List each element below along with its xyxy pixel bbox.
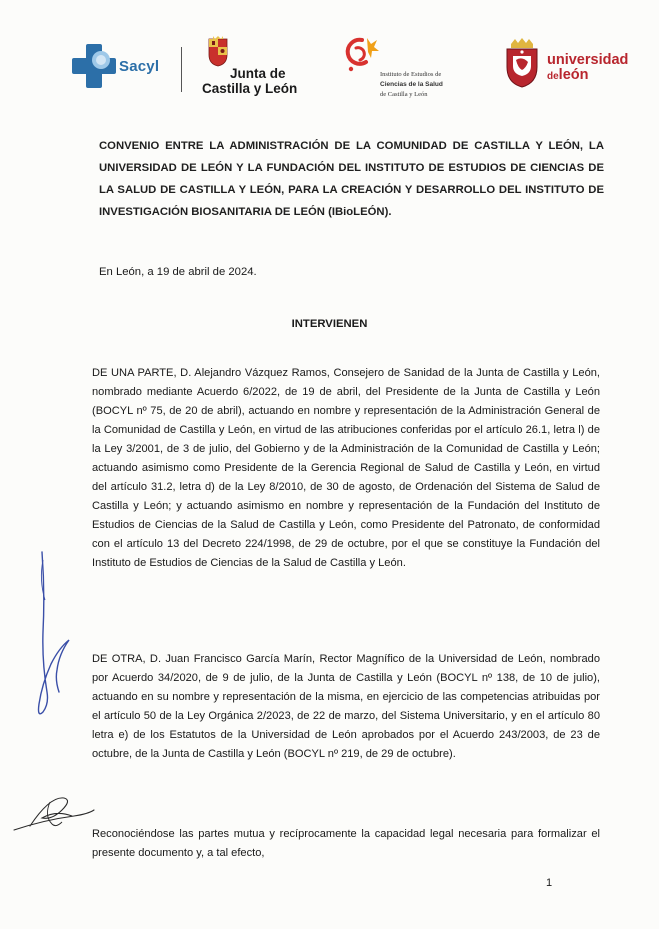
ieccs-line-1: Instituto de Estudios de — [380, 71, 442, 78]
paragraph-otra-parte: DE OTRA, D. Juan Francisco García Marín, Rector Magnífico de la Universidad de León, nombrado por Acuerdo 34/2020, de 9 de julio, de la Junta de Castilla y León (BOCYL nº 138, de 10 de julio), actuando en su nombre y representación de la misma, en ejercicio de las competencias atribuidas por el artículo 50 de la Ley Orgánica 2/2023, de 22 de marzo, del Sistema Universitario, y en el artículo 80 letra e) de los Estatutos de la Universidad de León aprobados por el Acuerdo 243/2003, de 23 de octubre, de la Junta de Castilla y León (BOCYL nº 219, de 29 de octubre). — [92, 653, 600, 760]
signature-left-margin — [20, 550, 80, 730]
unileon-crest-icon — [503, 38, 541, 92]
unileon-leon: león — [558, 67, 589, 83]
section-heading: INTERVIENEN — [291, 318, 368, 330]
logo-divider — [181, 47, 182, 92]
junta-crest-icon — [206, 36, 230, 68]
ieccs-line-2: Ciencias de la Salud — [380, 81, 443, 88]
sacyl-logo — [70, 42, 170, 92]
signature-bottom-left — [10, 782, 100, 842]
page-number: 1 — [546, 877, 553, 889]
ieccs-logo — [340, 34, 470, 104]
document-title: CONVENIO ENTRE LA ADMINISTRACIÓN DE LA COMUNIDAD DE CASTILLA Y LEÓN, LA UNIVERSIDAD DE LEÓN Y LA FUNDACIÓN DEL INSTITUTO DE ESTUDIOS DE CIENCIAS DE LA SALUD DE CASTILLA Y LEÓN, PARA LA CREACIÓN Y DESARROLLO DEL INSTITUTO DE INVESTIGACIÓN BIOSANITARIA DE LEÓN (IBioLEÓN). — [99, 140, 604, 218]
ieccs-swirl-icon — [340, 34, 382, 76]
junta-castilla-leon-logo — [196, 36, 306, 98]
ieccs-line-3: de Castilla y León — [380, 91, 428, 98]
paragraph-reconociendose: Reconociéndose las partes mutua y recíprocamente la capacidad legal necesaria para formalizar el presente documento y, a tal efecto, — [92, 828, 600, 859]
document-date: En León, a 19 de abril de 2024. — [99, 266, 257, 278]
unileon-line-2 — [547, 67, 588, 83]
paragraph-primera-parte: DE UNA PARTE, D. Alejandro Vázquez Ramos, Consejero de Sanidad de la Junta de Castilla y León, nombrado mediante Acuerdo 6/2022, de 19 de abril, del Presidente de la Junta de Castilla y León (BOCYL nº 75, de 20 de abril), actuando en nombre y representación de la Administración General de la Comunidad de Castilla y León, en virtud de las atribuciones conferidas por el artículo 26.1, letra l) de la Ley 3/2001, de 3 de julio, del Gobierno y de la Administración de la Comunidad de Castilla y León; actuando asimismo como Presidente de la Gerencia Regional de Salud de Castilla y León, en virtud del artículo 31.2, letra d) de la Ley 8/2010, de 30 de agosto, de Ordenación del Sistema de Salud de Castilla y León; y actuando asimismo en nombre y representación de la Fundación del Instituto de Estudios de Ciencias de la Salud de Castilla y León, como Presidente del Patronato, de conformidad con el artículo 13 del Decreto 224/1998, de 29 de octubre, por el que se constituye la Fundación del Instituto de Estudios de Ciencias de la Salud de Castilla y León. — [92, 367, 600, 569]
junta-line-1: Junta de — [230, 66, 286, 81]
universidad-leon-logo — [503, 38, 638, 98]
sacyl-wordmark: Sacyl — [119, 58, 160, 75]
sacyl-cross-icon — [70, 42, 118, 90]
junta-line-2: Castilla y León — [202, 81, 298, 96]
unileon-de: de — [547, 71, 559, 82]
unileon-line-1: universidad — [547, 52, 629, 68]
header-logos — [0, 0, 659, 110]
